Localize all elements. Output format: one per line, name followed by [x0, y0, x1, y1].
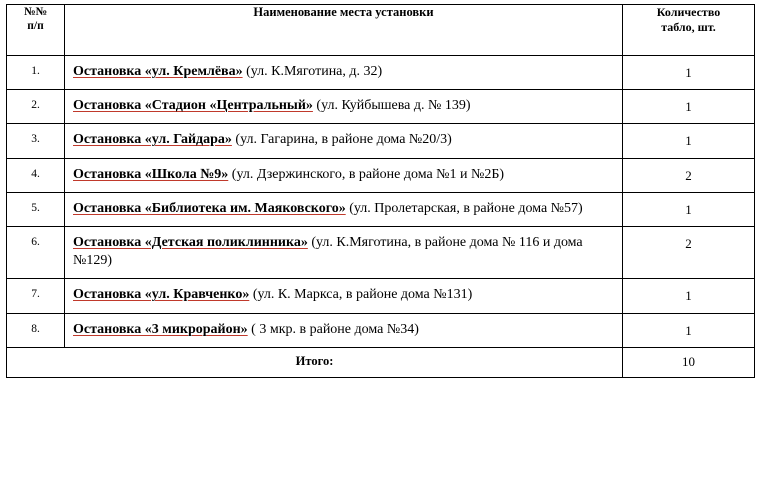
- row-place: [65, 56, 623, 90]
- stop-name: Остановка «Школа №9»: [73, 166, 229, 182]
- table-body: [7, 56, 755, 348]
- row-number: 7.: [7, 279, 65, 313]
- table-row: [7, 279, 755, 313]
- stop-address: (ул. Дзержинского, в районе дома №1 и №2Б): [228, 166, 505, 182]
- row-place: [65, 192, 623, 226]
- total-value: 10: [623, 347, 755, 377]
- table-row: [7, 56, 755, 90]
- row-quantity: 1: [623, 124, 755, 158]
- row-place: [65, 124, 623, 158]
- column-header-place-name: Наименование места установки: [65, 5, 623, 56]
- row-number: 4.: [7, 158, 65, 192]
- row-number: 8.: [7, 313, 65, 347]
- column-header-quantity-line1: Количество: [656, 5, 721, 19]
- table-header: [7, 5, 755, 56]
- stop-address: (ул. Гагарина, в районе дома №20/3): [231, 132, 452, 148]
- table-row: [7, 226, 755, 278]
- row-place: [65, 279, 623, 313]
- stop-address: (ул. Куйбышева д. № 139): [312, 98, 471, 114]
- stop-name: Остановка «Стадион «Центральный»: [73, 98, 313, 114]
- stop-name: Остановка «Детская поликлинника»: [73, 234, 308, 250]
- column-header-quantity: [623, 5, 755, 56]
- row-place: [65, 90, 623, 124]
- stop-address: ( 3 мкр. в районе дома №34): [247, 321, 419, 337]
- table-row: [7, 313, 755, 347]
- row-number: 2.: [7, 90, 65, 124]
- stop-name: Остановка «Библиотека им. Маяковского»: [73, 200, 346, 216]
- row-number: 5.: [7, 192, 65, 226]
- row-quantity: 2: [623, 226, 755, 278]
- row-number: 1.: [7, 56, 65, 90]
- row-quantity: 2: [623, 158, 755, 192]
- row-quantity: 1: [623, 279, 755, 313]
- table-row: [7, 90, 755, 124]
- row-place: [65, 158, 623, 192]
- stop-address: (ул. Пролетарская, в районе дома №57): [345, 200, 583, 216]
- column-header-number: [7, 5, 65, 56]
- stop-name: Остановка «ул. Кремлёва»: [73, 64, 243, 79]
- stop-name: Остановка «ул. Кравченко»: [73, 287, 250, 303]
- row-quantity: 1: [623, 192, 755, 226]
- row-number: 6.: [7, 226, 65, 278]
- row-quantity: 1: [623, 56, 755, 90]
- total-label: Итого:: [7, 347, 623, 377]
- stop-name: Остановка «3 микрорайон»: [73, 321, 248, 337]
- row-number: 3.: [7, 124, 65, 158]
- row-place: [65, 313, 623, 347]
- table-footer: [7, 347, 755, 377]
- stop-address: (ул. К.Мяготина, в районе дома № 116 и дома №129): [73, 234, 583, 269]
- row-quantity: 1: [623, 90, 755, 124]
- stop-address: (ул. К.Мяготина, д. 32): [242, 64, 383, 79]
- table-row: [7, 192, 755, 226]
- row-place: [65, 226, 623, 278]
- column-header-number-line1: №№: [23, 6, 48, 18]
- stop-name: Остановка «ул. Гайдара»: [73, 132, 232, 148]
- table-header-row: [7, 5, 755, 56]
- table-total-row: [7, 347, 755, 377]
- row-quantity: 1: [623, 313, 755, 347]
- column-header-number-line2: п/п: [27, 20, 44, 33]
- table-row: [7, 124, 755, 158]
- stop-address: (ул. К. Маркса, в районе дома №131): [249, 287, 473, 303]
- table-row: [7, 158, 755, 192]
- column-header-quantity-line2: табло, шт.: [661, 20, 716, 34]
- installation-places-table: [6, 4, 755, 378]
